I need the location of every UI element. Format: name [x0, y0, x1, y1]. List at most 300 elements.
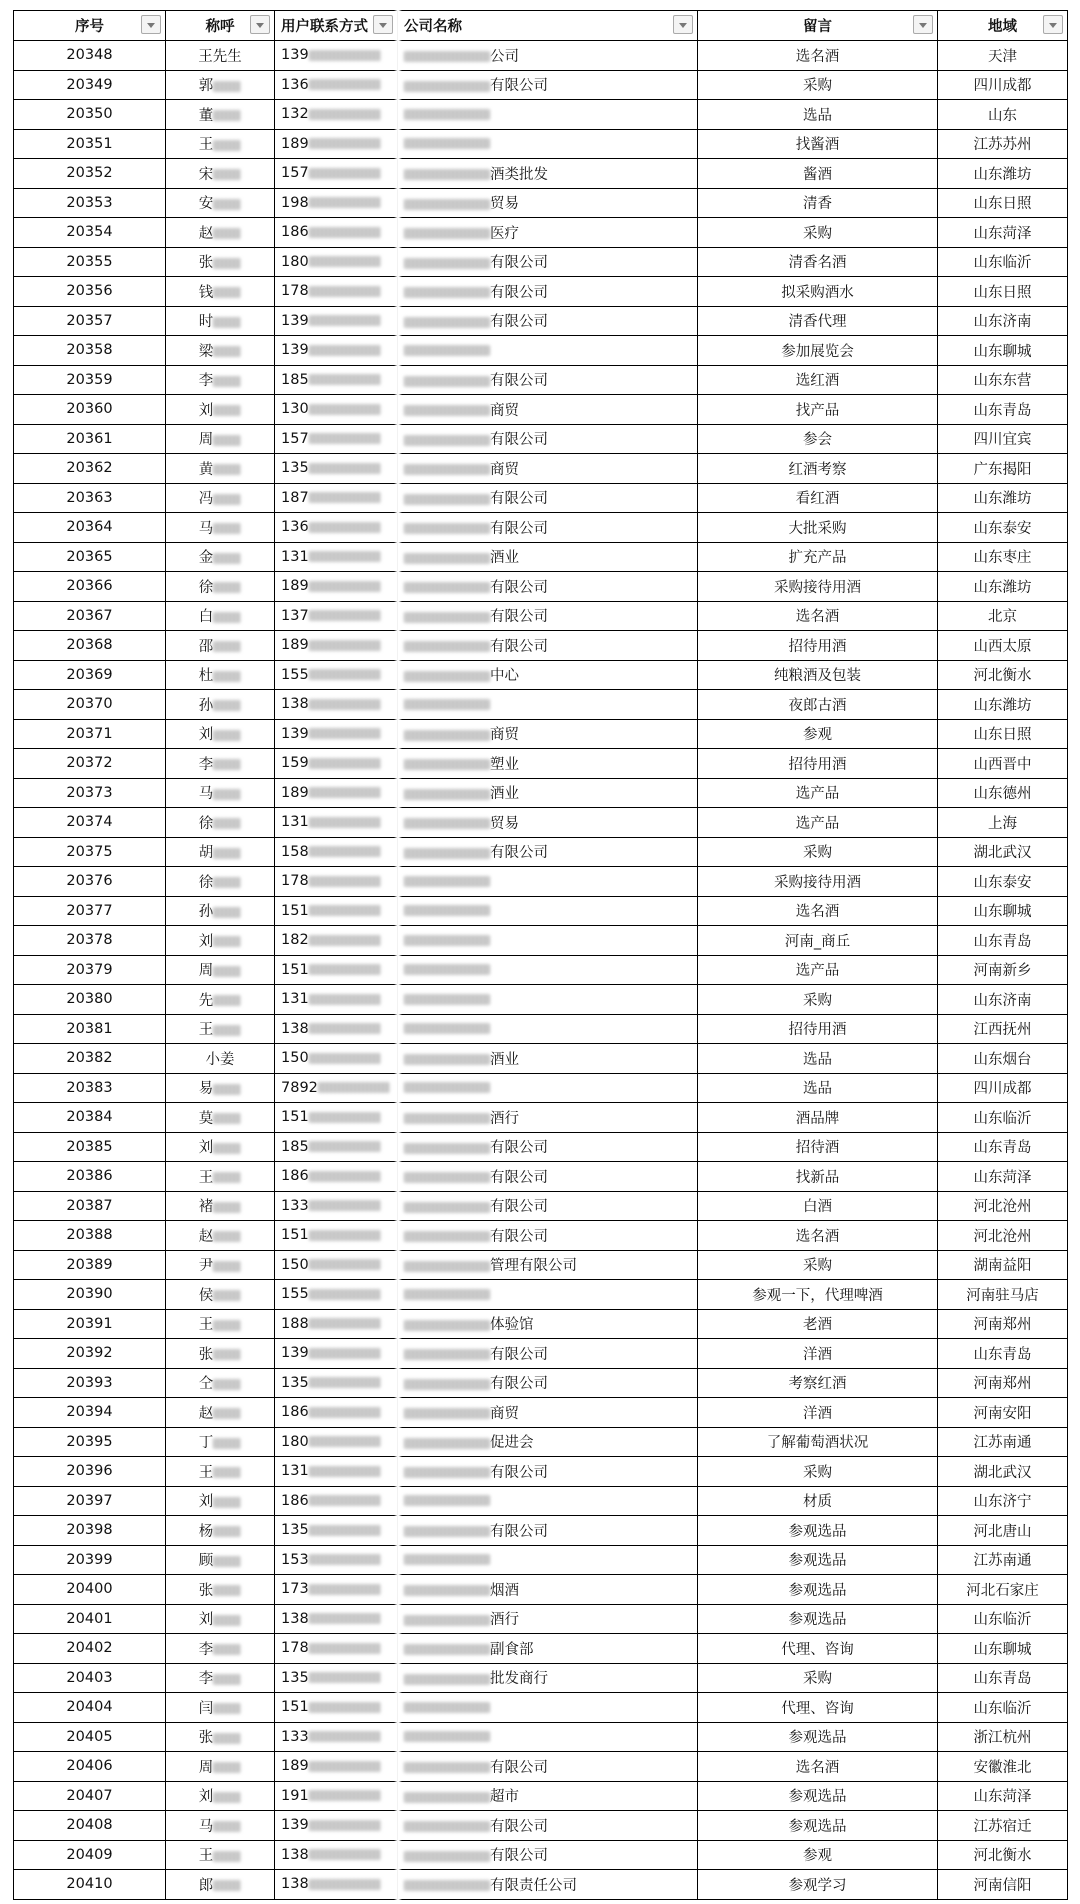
cell-company[interactable]: [398, 1280, 698, 1310]
cell-name[interactable]: [166, 218, 275, 248]
cell-phone[interactable]: [275, 424, 398, 454]
table-row[interactable]: [14, 749, 1068, 779]
cell-company[interactable]: [398, 41, 698, 71]
cell-company[interactable]: [398, 336, 698, 366]
cell-name[interactable]: [166, 1663, 275, 1693]
cell-company[interactable]: [398, 1516, 698, 1546]
cell-name[interactable]: [166, 1221, 275, 1251]
filter-dropdown-icon[interactable]: [913, 15, 933, 34]
cell-name[interactable]: [166, 513, 275, 543]
table-row[interactable]: [14, 1516, 1068, 1546]
cell-message[interactable]: [698, 572, 938, 602]
cell-name[interactable]: [166, 896, 275, 926]
cell-message[interactable]: [698, 1840, 938, 1870]
cell-id[interactable]: [14, 1427, 166, 1457]
cell-name[interactable]: [166, 1250, 275, 1280]
cell-company[interactable]: [398, 1250, 698, 1280]
cell-name[interactable]: [166, 1634, 275, 1664]
cell-phone[interactable]: [275, 159, 398, 189]
cell-name[interactable]: [166, 867, 275, 897]
table-row[interactable]: [14, 1398, 1068, 1428]
cell-company[interactable]: [398, 218, 698, 248]
cell-id[interactable]: [14, 631, 166, 661]
cell-region[interactable]: [938, 1132, 1068, 1162]
cell-name[interactable]: [166, 542, 275, 572]
cell-phone[interactable]: [275, 513, 398, 543]
cell-name[interactable]: [166, 41, 275, 71]
table-row[interactable]: [14, 631, 1068, 661]
cell-id[interactable]: [14, 1132, 166, 1162]
cell-message[interactable]: [698, 1722, 938, 1752]
cell-phone[interactable]: [275, 454, 398, 484]
table-row[interactable]: [14, 1132, 1068, 1162]
cell-region[interactable]: [938, 1044, 1068, 1074]
cell-company[interactable]: [398, 631, 698, 661]
cell-company[interactable]: [398, 808, 698, 838]
cell-message[interactable]: [698, 483, 938, 513]
cell-company[interactable]: [398, 1752, 698, 1782]
cell-phone[interactable]: [275, 1014, 398, 1044]
cell-message[interactable]: [698, 1044, 938, 1074]
cell-phone[interactable]: [275, 955, 398, 985]
table-row[interactable]: [14, 395, 1068, 425]
cell-region[interactable]: [938, 778, 1068, 808]
table-row[interactable]: [14, 306, 1068, 336]
cell-message[interactable]: [698, 1545, 938, 1575]
cell-message[interactable]: [698, 454, 938, 484]
cell-name[interactable]: [166, 100, 275, 130]
cell-id[interactable]: [14, 70, 166, 100]
cell-company[interactable]: [398, 70, 698, 100]
cell-message[interactable]: [698, 808, 938, 838]
cell-message[interactable]: [698, 660, 938, 690]
filter-dropdown-icon[interactable]: [373, 15, 393, 34]
cell-name[interactable]: [166, 1280, 275, 1310]
column-header-id[interactable]: [14, 11, 166, 41]
cell-id[interactable]: [14, 1693, 166, 1723]
cell-message[interactable]: [698, 1781, 938, 1811]
table-row[interactable]: [14, 1575, 1068, 1605]
cell-region[interactable]: [938, 1309, 1068, 1339]
cell-company[interactable]: [398, 1073, 698, 1103]
cell-message[interactable]: [698, 100, 938, 130]
cell-message[interactable]: [698, 395, 938, 425]
cell-message[interactable]: [698, 188, 938, 218]
cell-message[interactable]: [698, 1280, 938, 1310]
table-row[interactable]: [14, 424, 1068, 454]
cell-region[interactable]: [938, 1693, 1068, 1723]
cell-id[interactable]: [14, 926, 166, 956]
cell-phone[interactable]: [275, 572, 398, 602]
cell-region[interactable]: [938, 1368, 1068, 1398]
cell-phone[interactable]: [275, 1634, 398, 1664]
cell-phone[interactable]: [275, 719, 398, 749]
cell-name[interactable]: [166, 1132, 275, 1162]
cell-message[interactable]: [698, 1693, 938, 1723]
cell-name[interactable]: [166, 1545, 275, 1575]
cell-name[interactable]: [166, 1693, 275, 1723]
cell-phone[interactable]: [275, 395, 398, 425]
cell-company[interactable]: [398, 867, 698, 897]
cell-company[interactable]: [398, 1162, 698, 1192]
cell-phone[interactable]: [275, 100, 398, 130]
cell-region[interactable]: [938, 1280, 1068, 1310]
table-row[interactable]: [14, 188, 1068, 218]
cell-phone[interactable]: [275, 1044, 398, 1074]
cell-id[interactable]: [14, 1486, 166, 1516]
table-row[interactable]: [14, 483, 1068, 513]
cell-company[interactable]: [398, 365, 698, 395]
table-row[interactable]: [14, 837, 1068, 867]
cell-region[interactable]: [938, 1339, 1068, 1369]
table-row[interactable]: [14, 1280, 1068, 1310]
table-row[interactable]: [14, 1752, 1068, 1782]
cell-id[interactable]: [14, 1722, 166, 1752]
cell-message[interactable]: [698, 926, 938, 956]
cell-company[interactable]: [398, 1044, 698, 1074]
cell-id[interactable]: [14, 1752, 166, 1782]
cell-id[interactable]: [14, 277, 166, 307]
cell-name[interactable]: [166, 1840, 275, 1870]
cell-company[interactable]: [398, 129, 698, 159]
cell-name[interactable]: [166, 1339, 275, 1369]
cell-message[interactable]: [698, 218, 938, 248]
cell-phone[interactable]: [275, 749, 398, 779]
cell-phone[interactable]: [275, 926, 398, 956]
cell-phone[interactable]: [275, 1427, 398, 1457]
cell-id[interactable]: [14, 1870, 166, 1900]
cell-region[interactable]: [938, 41, 1068, 71]
table-row[interactable]: [14, 1722, 1068, 1752]
cell-company[interactable]: [398, 1221, 698, 1251]
cell-company[interactable]: [398, 1781, 698, 1811]
cell-region[interactable]: [938, 1516, 1068, 1546]
cell-id[interactable]: [14, 837, 166, 867]
cell-company[interactable]: [398, 1840, 698, 1870]
cell-message[interactable]: [698, 1870, 938, 1900]
cell-id[interactable]: [14, 572, 166, 602]
cell-region[interactable]: [938, 631, 1068, 661]
table-row[interactable]: [14, 100, 1068, 130]
cell-company[interactable]: [398, 277, 698, 307]
cell-company[interactable]: [398, 483, 698, 513]
cell-id[interactable]: [14, 1014, 166, 1044]
table-row[interactable]: [14, 247, 1068, 277]
cell-name[interactable]: [166, 778, 275, 808]
cell-region[interactable]: [938, 454, 1068, 484]
cell-company[interactable]: [398, 159, 698, 189]
cell-message[interactable]: [698, 336, 938, 366]
cell-name[interactable]: [166, 808, 275, 838]
cell-company[interactable]: [398, 1811, 698, 1841]
cell-region[interactable]: [938, 1722, 1068, 1752]
cell-id[interactable]: [14, 1162, 166, 1192]
cell-phone[interactable]: [275, 1103, 398, 1133]
table-row[interactable]: [14, 955, 1068, 985]
column-header-phone[interactable]: [275, 11, 398, 41]
cell-message[interactable]: [698, 1457, 938, 1487]
cell-company[interactable]: [398, 690, 698, 720]
cell-name[interactable]: [166, 1368, 275, 1398]
cell-phone[interactable]: [275, 1516, 398, 1546]
cell-id[interactable]: [14, 1516, 166, 1546]
table-row[interactable]: [14, 1486, 1068, 1516]
cell-phone[interactable]: [275, 1752, 398, 1782]
cell-message[interactable]: [698, 1398, 938, 1428]
cell-region[interactable]: [938, 159, 1068, 189]
cell-id[interactable]: [14, 1191, 166, 1221]
cell-company[interactable]: [398, 1457, 698, 1487]
cell-name[interactable]: [166, 159, 275, 189]
cell-name[interactable]: [166, 1044, 275, 1074]
filter-dropdown-icon[interactable]: [673, 15, 693, 34]
cell-name[interactable]: [166, 306, 275, 336]
cell-id[interactable]: [14, 365, 166, 395]
cell-phone[interactable]: [275, 1073, 398, 1103]
cell-message[interactable]: [698, 867, 938, 897]
cell-region[interactable]: [938, 896, 1068, 926]
cell-phone[interactable]: [275, 1604, 398, 1634]
cell-id[interactable]: [14, 1339, 166, 1369]
cell-id[interactable]: [14, 660, 166, 690]
cell-company[interactable]: [398, 247, 698, 277]
cell-company[interactable]: [398, 513, 698, 543]
cell-phone[interactable]: [275, 483, 398, 513]
table-row[interactable]: [14, 1162, 1068, 1192]
table-row[interactable]: [14, 601, 1068, 631]
cell-id[interactable]: [14, 1368, 166, 1398]
cell-phone[interactable]: [275, 778, 398, 808]
cell-name[interactable]: [166, 1073, 275, 1103]
cell-message[interactable]: [698, 1132, 938, 1162]
table-row[interactable]: [14, 1811, 1068, 1841]
cell-region[interactable]: [938, 1221, 1068, 1251]
cell-region[interactable]: [938, 1103, 1068, 1133]
cell-region[interactable]: [938, 955, 1068, 985]
cell-name[interactable]: [166, 188, 275, 218]
cell-id[interactable]: [14, 306, 166, 336]
cell-message[interactable]: [698, 985, 938, 1015]
cell-company[interactable]: [398, 306, 698, 336]
cell-region[interactable]: [938, 365, 1068, 395]
cell-region[interactable]: [938, 336, 1068, 366]
cell-region[interactable]: [938, 1811, 1068, 1841]
cell-message[interactable]: [698, 719, 938, 749]
cell-phone[interactable]: [275, 1663, 398, 1693]
table-row[interactable]: [14, 778, 1068, 808]
table-row[interactable]: [14, 1309, 1068, 1339]
cell-company[interactable]: [398, 601, 698, 631]
cell-name[interactable]: [166, 277, 275, 307]
cell-phone[interactable]: [275, 1811, 398, 1841]
cell-id[interactable]: [14, 1044, 166, 1074]
cell-id[interactable]: [14, 1250, 166, 1280]
table-row[interactable]: [14, 1663, 1068, 1693]
cell-id[interactable]: [14, 395, 166, 425]
cell-id[interactable]: [14, 1575, 166, 1605]
cell-message[interactable]: [698, 690, 938, 720]
cell-region[interactable]: [938, 660, 1068, 690]
cell-message[interactable]: [698, 41, 938, 71]
cell-name[interactable]: [166, 483, 275, 513]
cell-message[interactable]: [698, 277, 938, 307]
column-header-region[interactable]: [938, 11, 1068, 41]
cell-name[interactable]: [166, 1486, 275, 1516]
cell-name[interactable]: [166, 1191, 275, 1221]
cell-region[interactable]: [938, 1191, 1068, 1221]
cell-phone[interactable]: [275, 277, 398, 307]
cell-id[interactable]: [14, 1634, 166, 1664]
table-row[interactable]: [14, 1604, 1068, 1634]
cell-region[interactable]: [938, 306, 1068, 336]
filter-dropdown-icon[interactable]: [141, 15, 161, 34]
cell-phone[interactable]: [275, 542, 398, 572]
cell-phone[interactable]: [275, 1398, 398, 1428]
cell-region[interactable]: [938, 1575, 1068, 1605]
cell-phone[interactable]: [275, 129, 398, 159]
cell-message[interactable]: [698, 1516, 938, 1546]
table-row[interactable]: [14, 1634, 1068, 1664]
cell-id[interactable]: [14, 955, 166, 985]
cell-id[interactable]: [14, 867, 166, 897]
cell-company[interactable]: [398, 1398, 698, 1428]
cell-region[interactable]: [938, 719, 1068, 749]
cell-id[interactable]: [14, 1663, 166, 1693]
cell-name[interactable]: [166, 572, 275, 602]
table-row[interactable]: [14, 896, 1068, 926]
cell-region[interactable]: [938, 1545, 1068, 1575]
table-row[interactable]: [14, 660, 1068, 690]
cell-phone[interactable]: [275, 1545, 398, 1575]
cell-phone[interactable]: [275, 188, 398, 218]
cell-region[interactable]: [938, 1840, 1068, 1870]
cell-phone[interactable]: [275, 247, 398, 277]
cell-name[interactable]: [166, 926, 275, 956]
table-row[interactable]: [14, 1103, 1068, 1133]
cell-phone[interactable]: [275, 1221, 398, 1251]
filter-dropdown-icon[interactable]: [250, 15, 270, 34]
cell-region[interactable]: [938, 1781, 1068, 1811]
cell-company[interactable]: [398, 1486, 698, 1516]
cell-message[interactable]: [698, 1752, 938, 1782]
cell-company[interactable]: [398, 660, 698, 690]
table-row[interactable]: [14, 719, 1068, 749]
cell-company[interactable]: [398, 1545, 698, 1575]
cell-region[interactable]: [938, 395, 1068, 425]
cell-message[interactable]: [698, 778, 938, 808]
cell-message[interactable]: [698, 749, 938, 779]
cell-message[interactable]: [698, 1604, 938, 1634]
cell-id[interactable]: [14, 778, 166, 808]
cell-region[interactable]: [938, 1486, 1068, 1516]
cell-region[interactable]: [938, 837, 1068, 867]
cell-message[interactable]: [698, 513, 938, 543]
cell-company[interactable]: [398, 1368, 698, 1398]
table-row[interactable]: [14, 1840, 1068, 1870]
cell-message[interactable]: [698, 1368, 938, 1398]
cell-id[interactable]: [14, 1073, 166, 1103]
cell-region[interactable]: [938, 690, 1068, 720]
cell-company[interactable]: [398, 1575, 698, 1605]
cell-company[interactable]: [398, 719, 698, 749]
cell-id[interactable]: [14, 542, 166, 572]
cell-name[interactable]: [166, 690, 275, 720]
cell-message[interactable]: [698, 306, 938, 336]
cell-region[interactable]: [938, 749, 1068, 779]
table-row[interactable]: [14, 1368, 1068, 1398]
cell-company[interactable]: [398, 572, 698, 602]
cell-id[interactable]: [14, 159, 166, 189]
cell-id[interactable]: [14, 1604, 166, 1634]
cell-company[interactable]: [398, 1427, 698, 1457]
cell-message[interactable]: [698, 1162, 938, 1192]
cell-phone[interactable]: [275, 660, 398, 690]
cell-name[interactable]: [166, 1398, 275, 1428]
cell-company[interactable]: [398, 1103, 698, 1133]
cell-region[interactable]: [938, 985, 1068, 1015]
cell-message[interactable]: [698, 1663, 938, 1693]
table-row[interactable]: [14, 129, 1068, 159]
cell-id[interactable]: [14, 808, 166, 838]
cell-name[interactable]: [166, 985, 275, 1015]
table-row[interactable]: [14, 1191, 1068, 1221]
cell-company[interactable]: [398, 1191, 698, 1221]
cell-phone[interactable]: [275, 1368, 398, 1398]
cell-id[interactable]: [14, 1398, 166, 1428]
cell-phone[interactable]: [275, 306, 398, 336]
cell-phone[interactable]: [275, 808, 398, 838]
table-row[interactable]: [14, 808, 1068, 838]
cell-company[interactable]: [398, 896, 698, 926]
cell-region[interactable]: [938, 1604, 1068, 1634]
table-row[interactable]: [14, 336, 1068, 366]
cell-company[interactable]: [398, 188, 698, 218]
cell-region[interactable]: [938, 1427, 1068, 1457]
cell-phone[interactable]: [275, 1250, 398, 1280]
column-header-company[interactable]: [398, 11, 698, 41]
cell-name[interactable]: [166, 336, 275, 366]
cell-id[interactable]: [14, 129, 166, 159]
cell-message[interactable]: [698, 1575, 938, 1605]
column-header-name[interactable]: [166, 11, 275, 41]
cell-name[interactable]: [166, 1752, 275, 1782]
cell-region[interactable]: [938, 867, 1068, 897]
cell-company[interactable]: [398, 1309, 698, 1339]
cell-company[interactable]: [398, 1663, 698, 1693]
cell-id[interactable]: [14, 1221, 166, 1251]
cell-region[interactable]: [938, 513, 1068, 543]
cell-name[interactable]: [166, 719, 275, 749]
cell-company[interactable]: [398, 955, 698, 985]
cell-phone[interactable]: [275, 365, 398, 395]
cell-message[interactable]: [698, 542, 938, 572]
cell-phone[interactable]: [275, 70, 398, 100]
cell-message[interactable]: [698, 896, 938, 926]
cell-region[interactable]: [938, 542, 1068, 572]
cell-region[interactable]: [938, 1457, 1068, 1487]
table-row[interactable]: [14, 513, 1068, 543]
cell-company[interactable]: [398, 1693, 698, 1723]
table-row[interactable]: [14, 985, 1068, 1015]
cell-phone[interactable]: [275, 336, 398, 366]
cell-phone[interactable]: [275, 601, 398, 631]
cell-phone[interactable]: [275, 1840, 398, 1870]
cell-message[interactable]: [698, 1634, 938, 1664]
cell-message[interactable]: [698, 1250, 938, 1280]
cell-name[interactable]: [166, 1781, 275, 1811]
cell-company[interactable]: [398, 454, 698, 484]
table-row[interactable]: [14, 41, 1068, 71]
